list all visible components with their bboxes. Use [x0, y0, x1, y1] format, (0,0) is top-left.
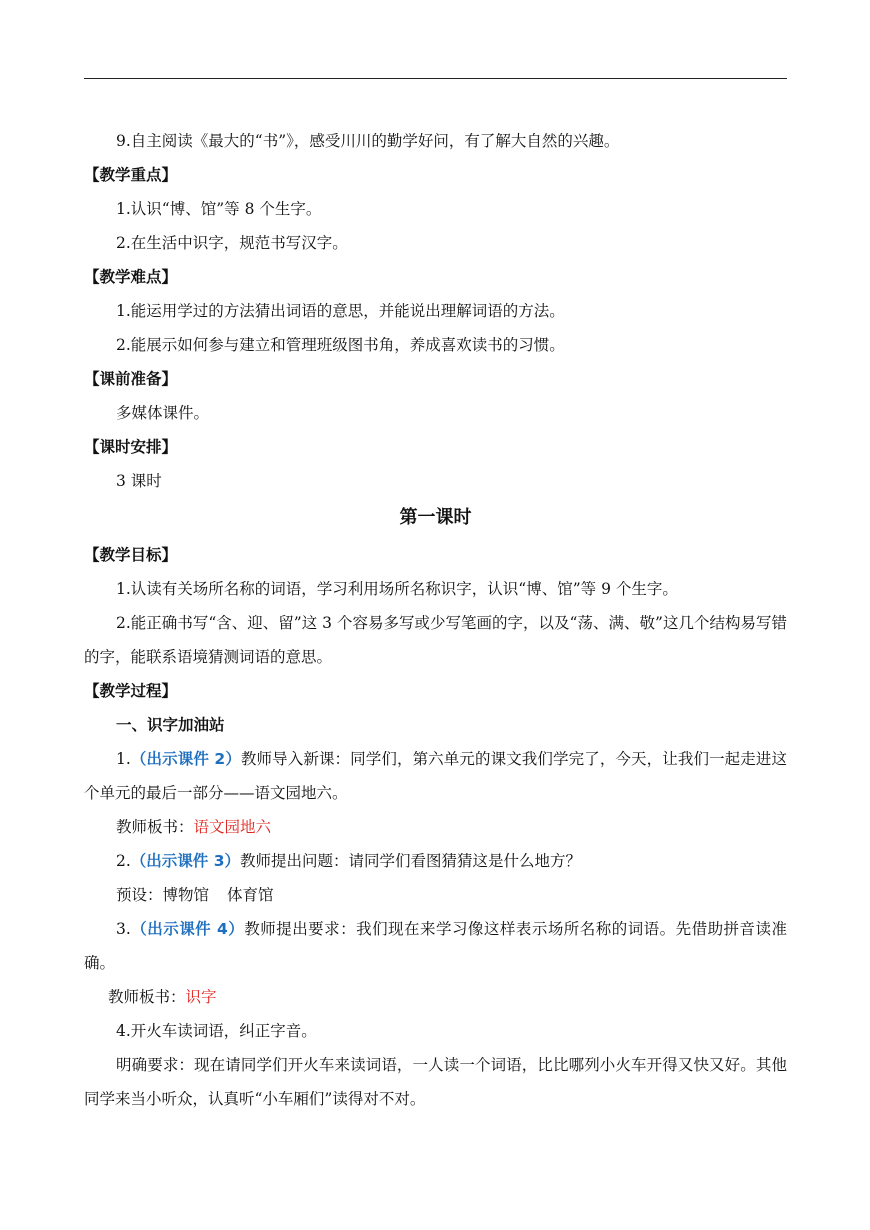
objective-item-9: 9.自主阅读《最大的“书”》，感受川川的勤学好问，有了解大自然的兴趣。 — [116, 132, 620, 150]
lesson-goal-item: 1.认读有关场所名称的词语，学习利用场所名称识字，认识“博、馆”等 9 个生字。 — [116, 580, 678, 598]
difficulty-item: 1.能运用学过的方法猜出词语的意思，并能说出理解词语的方法。 — [116, 302, 565, 320]
lesson-goal-item — [84, 606, 787, 674]
courseware-cue: （出示课件 2） — [130, 750, 241, 768]
courseware-cue: （出示课件 4） — [130, 920, 245, 938]
board-writing — [84, 810, 787, 844]
schedule-text: 3 课时 — [116, 472, 162, 490]
document-body — [84, 124, 787, 1116]
lesson-title: 第一课时 — [399, 507, 472, 528]
step-text: 教师导入新课：同学们，第六单元的课文我们学完了，今天，让我们一起走进这个单元的最后一部分——语文园地六。 — [84, 750, 787, 802]
step-number: 1. — [116, 750, 131, 768]
step-4: 4.开火车读词语，纠正字音。 — [116, 1022, 317, 1040]
process-heading: 【教学过程】 — [84, 682, 178, 700]
key-points-heading: 【教学重点】 — [84, 166, 178, 184]
step-text: 教师提出要求：我们现在来学习像这样表示场所名称的词语。先借助拼音读准确。 — [84, 920, 787, 972]
lesson-goals-heading: 【教学目标】 — [84, 546, 178, 564]
step-3 — [84, 912, 787, 980]
preset-label: 预设： — [116, 886, 163, 904]
requirement-body: 明确要求：现在请同学们开火车来读词语，一人读一个词语，比比哪列小火车开得又快又好。其他同学来当小听众，认真听“小车厢们”读得对不对。 — [84, 1056, 787, 1108]
preset-answer — [84, 878, 787, 912]
preset-word: 博物馆 — [162, 886, 210, 904]
key-point-item: 1.认识“博、馆”等 8 个生字。 — [116, 200, 322, 218]
schedule-heading: 【课时安排】 — [84, 438, 178, 456]
board-writing — [84, 980, 787, 1014]
courseware-cue: （出示课件 3） — [130, 852, 240, 870]
step-number: 2. — [116, 852, 131, 870]
step-text: 教师提出问题：请同学们看图猜猜这是什么地方？ — [239, 852, 581, 870]
difficulties-heading: 【教学难点】 — [84, 268, 178, 286]
lesson-goal-text: 2.能正确书写“含、迎、留”这 3 个容易多写或少写笔画的字，以及“荡、满、敬”这几个结构易写错的字，能联系语境猜测词语的意思。 — [84, 614, 787, 666]
difficulty-item: 2.能展示如何参与建立和管理班级图书角，养成喜欢读书的习惯。 — [116, 336, 565, 354]
step-number: 3. — [116, 920, 131, 938]
preparation-heading: 【课前准备】 — [84, 370, 178, 388]
preset-word: 体育馆 — [227, 886, 274, 904]
key-point-item: 2.在生活中识字，规范书写汉字。 — [116, 234, 348, 252]
header-rule — [84, 78, 787, 79]
requirement-text — [84, 1048, 787, 1116]
board-label: 教师板书： — [108, 988, 186, 1006]
step-2 — [84, 844, 787, 878]
board-value: 识字 — [185, 988, 217, 1006]
step-1 — [84, 742, 787, 810]
board-value: 语文园地六 — [193, 818, 272, 836]
section-title: 一、识字加油站 — [116, 716, 225, 734]
preparation-text: 多媒体课件。 — [116, 404, 210, 422]
board-label: 教师板书： — [116, 818, 194, 836]
